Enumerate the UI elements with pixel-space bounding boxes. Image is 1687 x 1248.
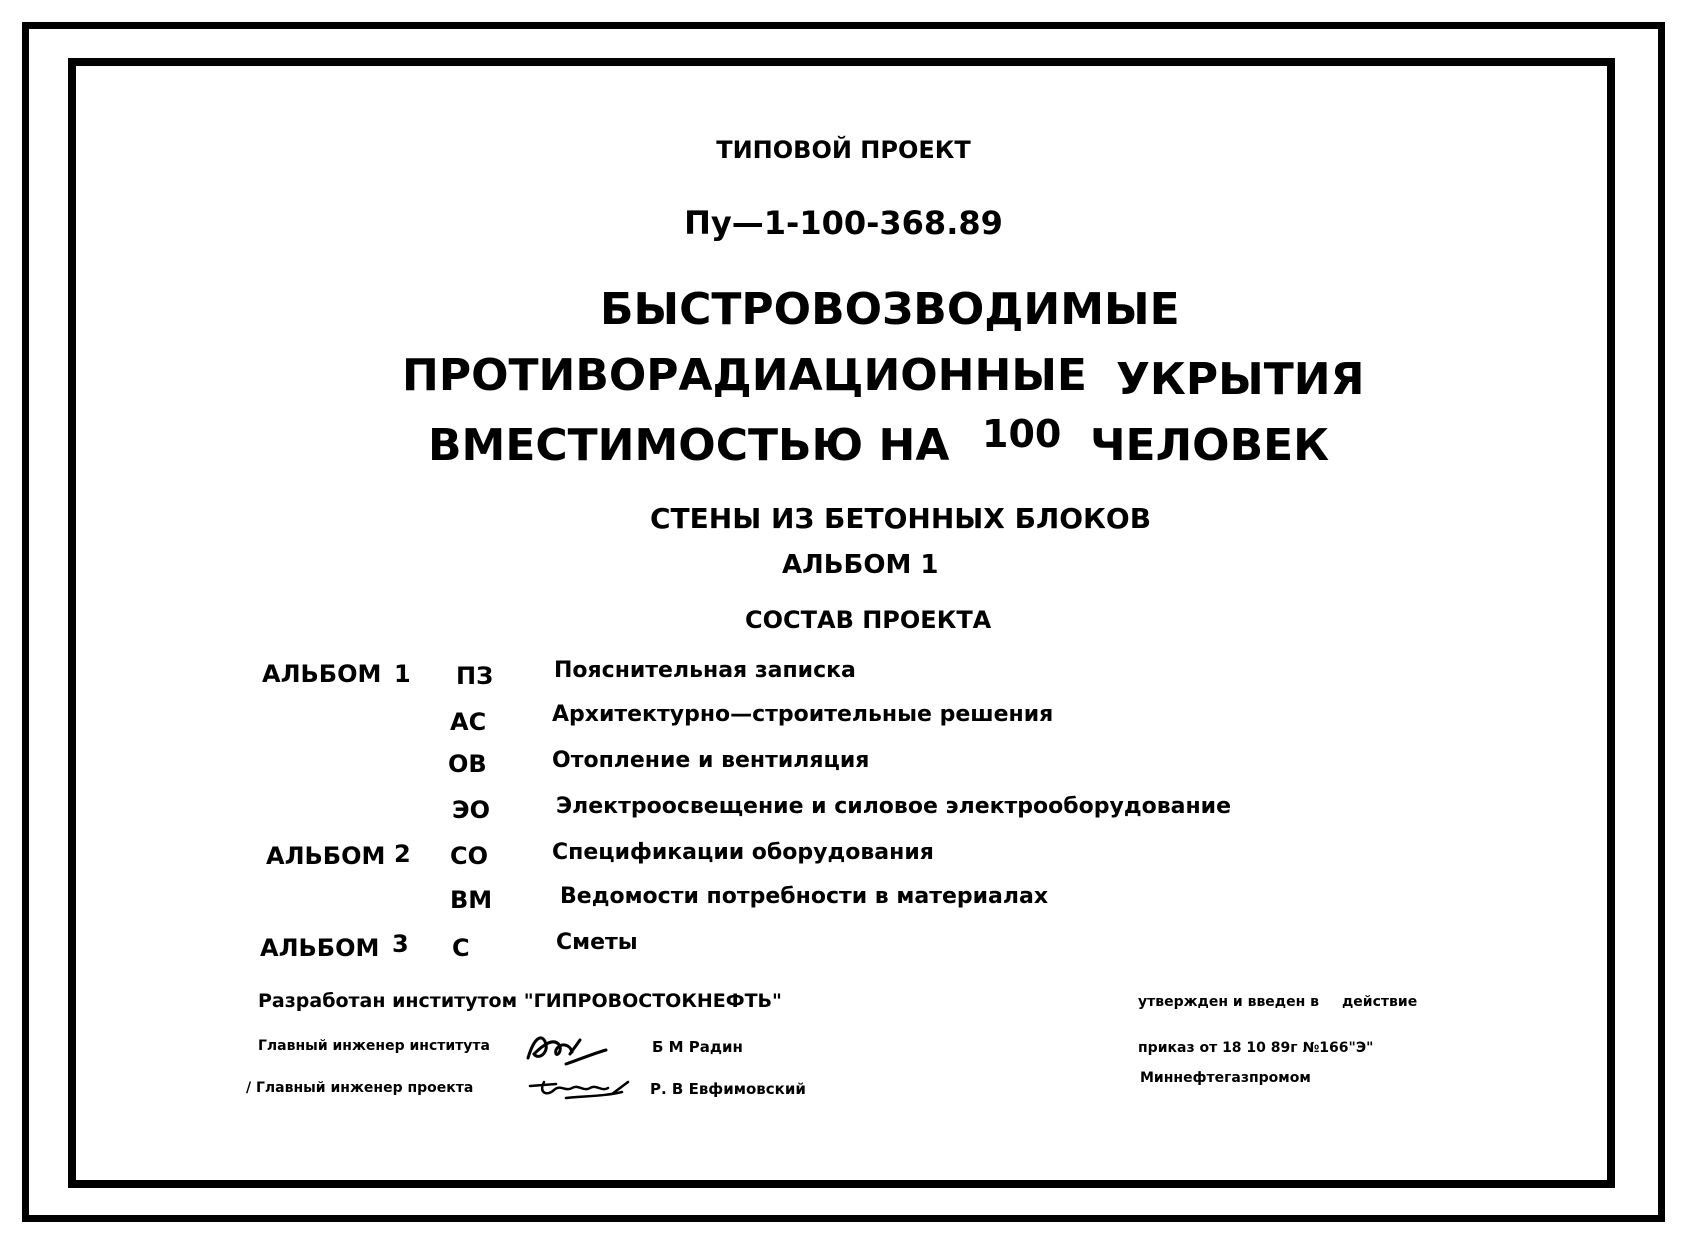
section-code: СО: [450, 842, 489, 870]
subtitle-album: АЛЬБОМ 1: [782, 550, 939, 580]
document-type-label: ТИПОВОЙ ПРОЕКТ: [716, 136, 971, 164]
composition-heading: СОСТАВ ПРОЕКТА: [745, 606, 992, 634]
title-capacity-number: 100: [982, 412, 1062, 456]
section-description: Электроосвещение и силовое электрооборудование: [556, 794, 1232, 819]
approval-text: утвержден и введен в: [1138, 994, 1320, 1010]
title-line-1: БЫСТРОВОЗВОДИМЫЕ: [600, 284, 1180, 335]
title-line-2b: УКРЫТИЯ: [1116, 354, 1365, 405]
title-line-3c: ЧЕЛОВЕК: [1090, 420, 1330, 471]
signature-project-engineer: [526, 1074, 636, 1106]
approval-order: приказ от 18 10 89г №166"Э": [1138, 1040, 1374, 1056]
section-code: АС: [450, 708, 487, 736]
section-description: Спецификации оборудования: [552, 840, 934, 865]
section-description: Архитектурно—строительные решения: [552, 702, 1054, 727]
signature-chief-engineer: [520, 1024, 610, 1072]
approval-ministry: Миннефтегазпромом: [1140, 1070, 1311, 1086]
section-code: ПЗ: [456, 662, 494, 690]
section-code: ОВ: [448, 750, 487, 778]
section-description: Сметы: [556, 930, 638, 955]
section-code: С: [452, 934, 470, 962]
section-description: Пояснительная записка: [554, 658, 856, 683]
subtitle-walls: СТЕНЫ ИЗ БЕТОННЫХ БЛОКОВ: [650, 502, 1152, 535]
title-line-3a: ВМЕСТИМОСТЬЮ НА: [428, 420, 950, 471]
section-code: ЭО: [452, 796, 491, 824]
title-line-2a: ПРОТИВОРАДИАЦИОННЫЕ: [402, 350, 1087, 401]
section-description: Отопление и вентиляция: [552, 748, 870, 773]
album-number: 1: [394, 660, 411, 688]
chief-engineer-name: Б М Радин: [652, 1038, 743, 1056]
chief-engineer-role: Главный инженер института: [258, 1038, 490, 1054]
project-engineer-role: / Главный инженер проекта: [246, 1080, 474, 1096]
approval-text-action: действие: [1342, 994, 1418, 1010]
album-number: 3: [392, 930, 409, 958]
project-code: Пу—1-100-368.89: [684, 204, 1003, 242]
section-description: Ведомости потребности в материалах: [560, 884, 1049, 909]
project-engineer-name: Р. В Евфимовский: [650, 1080, 806, 1098]
album-number: 2: [394, 840, 411, 868]
section-code: ВМ: [450, 886, 493, 914]
album-label: АЛЬБОМ: [266, 842, 386, 870]
developer-line: Разработан институтом "ГИПРОВОСТОКНЕФТЬ": [258, 990, 782, 1012]
album-label: АЛЬБОМ: [262, 660, 382, 688]
album-label: АЛЬБОМ: [260, 934, 380, 962]
